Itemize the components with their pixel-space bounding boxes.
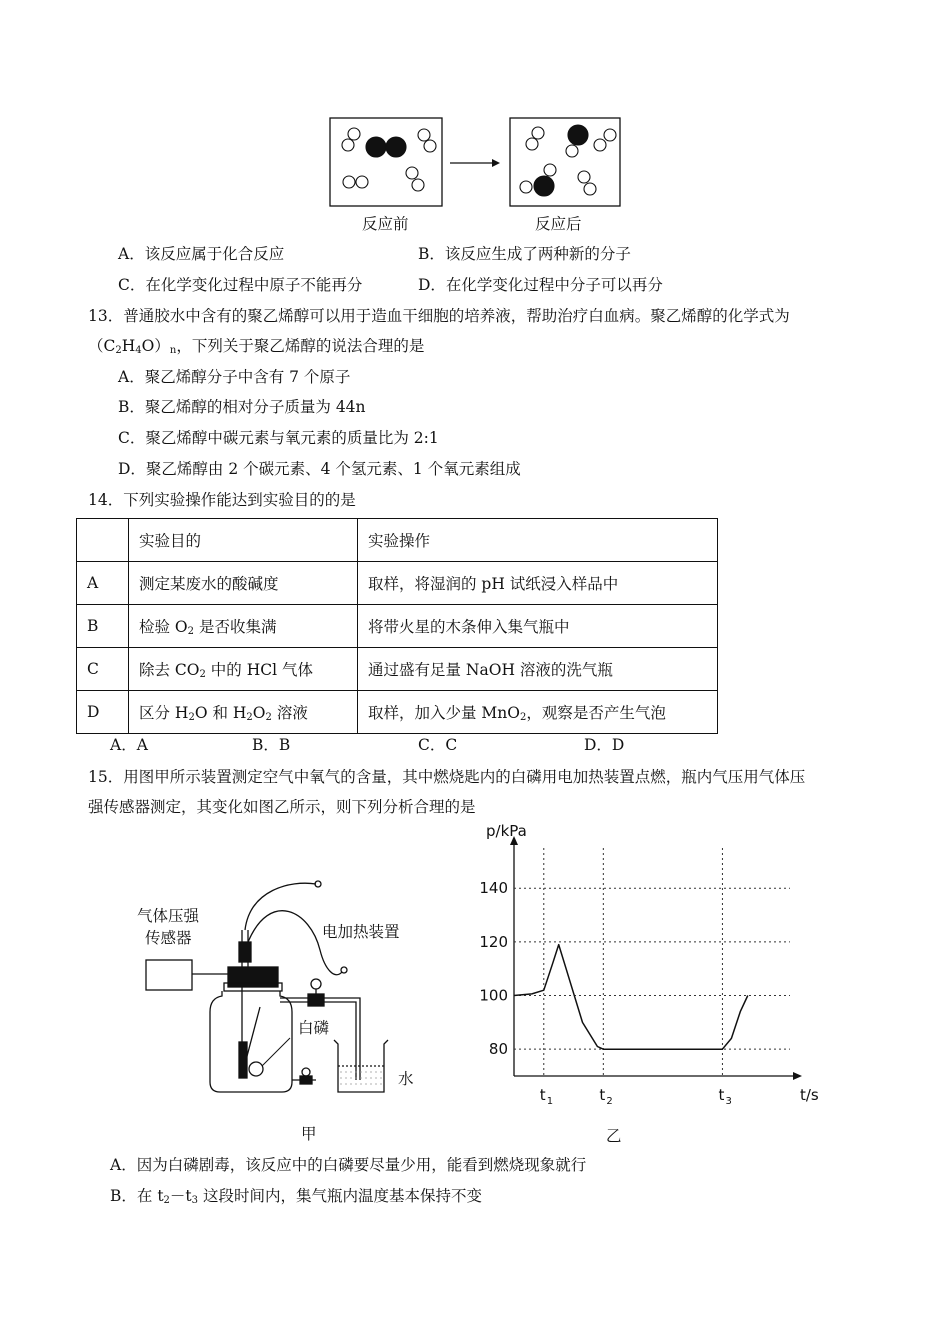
x-tick-label: t [718, 1086, 725, 1104]
q15-stem: 15．用图甲所示装置测定空气中氧气的含量，其中燃烧匙内的白磷用电加热装置点燃，瓶内气压用气体压 [88, 768, 806, 786]
pressure-sensor-box [146, 960, 192, 990]
x-axis-arrow [793, 1072, 802, 1080]
heater-label: 电加热装置 [322, 923, 400, 941]
row-purpose: 区分 $H_2O$ 和 $H_2O_2$ 溶液 [129, 691, 358, 734]
q12-option-c: C．在化学变化过程中原子不能再分 [118, 276, 363, 294]
after-molecules [520, 125, 616, 196]
label-after: 反应后 [535, 215, 582, 233]
q13-stem-line2: $(C_2H_4O)_n$，下列关于聚乙烯醇的说法合理的是 [88, 337, 425, 356]
q12-option-d: D．在化学变化过程中分子可以再分 [418, 276, 663, 294]
caption-yi: 乙 [606, 1127, 622, 1145]
pressure-curve [514, 945, 748, 1050]
q12-option-b: B．该反应生成了两种新的分子 [418, 245, 631, 263]
q14-option-c: C．C [418, 736, 458, 754]
experiment-table [76, 518, 718, 734]
stopper [228, 967, 278, 987]
x-tick-subscript: 1 [546, 1096, 554, 1107]
q15-option-b: B．在 $t_2-t_3$ 这段时间内，集气瓶内温度基本保持不变 [110, 1187, 482, 1206]
y-tick-label: 140 [479, 879, 508, 898]
q13-option-a: A．聚乙烯醇分子中含有 7 个原子 [118, 368, 351, 386]
row-key: C [77, 648, 129, 691]
table-header-cell: 实验操作 [358, 519, 718, 562]
x-tick-subscript: 3 [725, 1096, 732, 1107]
row-key: A [77, 562, 129, 605]
x-tick-label: t [539, 1086, 546, 1104]
row-operation: 将带火星的木条伸入集气瓶中 [358, 605, 718, 648]
table-header-cell [77, 519, 129, 562]
q14-stem: 14．下列实验操作能达到实验目的的是 [88, 491, 356, 509]
water-label: 水 [398, 1070, 414, 1088]
x-tick-label: t [599, 1086, 606, 1104]
q14-option-b: B．B [252, 736, 291, 754]
pressure-chart [470, 818, 830, 1118]
q13-option-d: D．聚乙烯醇由 2 个碳元素、4 个氢元素、1 个氧元素组成 [118, 460, 521, 478]
q15-option-a: A．因为白磷剧毒，该反应中的白磷要尽量少用，能看到燃烧现象就行 [110, 1156, 587, 1174]
q14-option-a: A．A [110, 736, 148, 754]
table-row [77, 648, 718, 691]
caption-jia: 甲 [301, 1125, 317, 1143]
q15-stem-line2: 强传感器测定，其变化如图乙所示，则下列分析合理的是 [88, 798, 476, 816]
x-tick-subscript: 2 [606, 1096, 613, 1107]
table-header-row [77, 519, 718, 562]
table-row [77, 691, 718, 734]
row-operation: 通过盛有足量 NaOH 溶液的洗气瓶 [358, 648, 718, 691]
sensor-label-1: 气体压强 [137, 907, 200, 925]
y-axis-label: p/kPa [486, 822, 527, 840]
q13-option-b: B．聚乙烯醇的相对分子质量为 44n [118, 398, 366, 416]
phosphorus-label: 白磷 [298, 1019, 330, 1037]
q14-option-d: D．D [584, 736, 625, 754]
row-key: D [77, 691, 129, 734]
table-header-cell: 实验目的 [129, 519, 358, 562]
sensor-label-2: 传感器 [145, 929, 192, 947]
row-operation: 取样，加入少量 MnO$_2$，观察是否产生气泡 [358, 691, 718, 734]
y-tick-label: 100 [479, 986, 508, 1005]
row-operation: 取样，将湿润的 pH 试纸浸入样品中 [358, 562, 718, 605]
x-axis-label: t/s [800, 1086, 819, 1104]
table-row [77, 562, 718, 605]
before-molecules [342, 128, 436, 191]
q13-option-c: C．聚乙烯醇中碳元素与氧元素的质量比为 2:1 [118, 429, 439, 447]
q12-option-a: A．该反应属于化合反应 [118, 245, 285, 263]
row-key: B [77, 605, 129, 648]
row-purpose: 除去 $CO_2$ 中的 HCl 气体 [129, 648, 358, 691]
q13-stem: 13．普通胶水中含有的聚乙烯醇可以用于造血干细胞的培养液，帮助治疗白血病。聚乙烯醇的化学式为 [88, 307, 790, 325]
row-purpose: 检验 $O_2$ 是否收集满 [129, 605, 358, 648]
row-purpose: 测定某废水的酸碱度 [129, 562, 358, 605]
table-row [77, 605, 718, 648]
y-tick-label: 120 [479, 932, 508, 951]
label-before: 反应前 [362, 215, 409, 233]
y-tick-label: 80 [488, 1040, 508, 1059]
